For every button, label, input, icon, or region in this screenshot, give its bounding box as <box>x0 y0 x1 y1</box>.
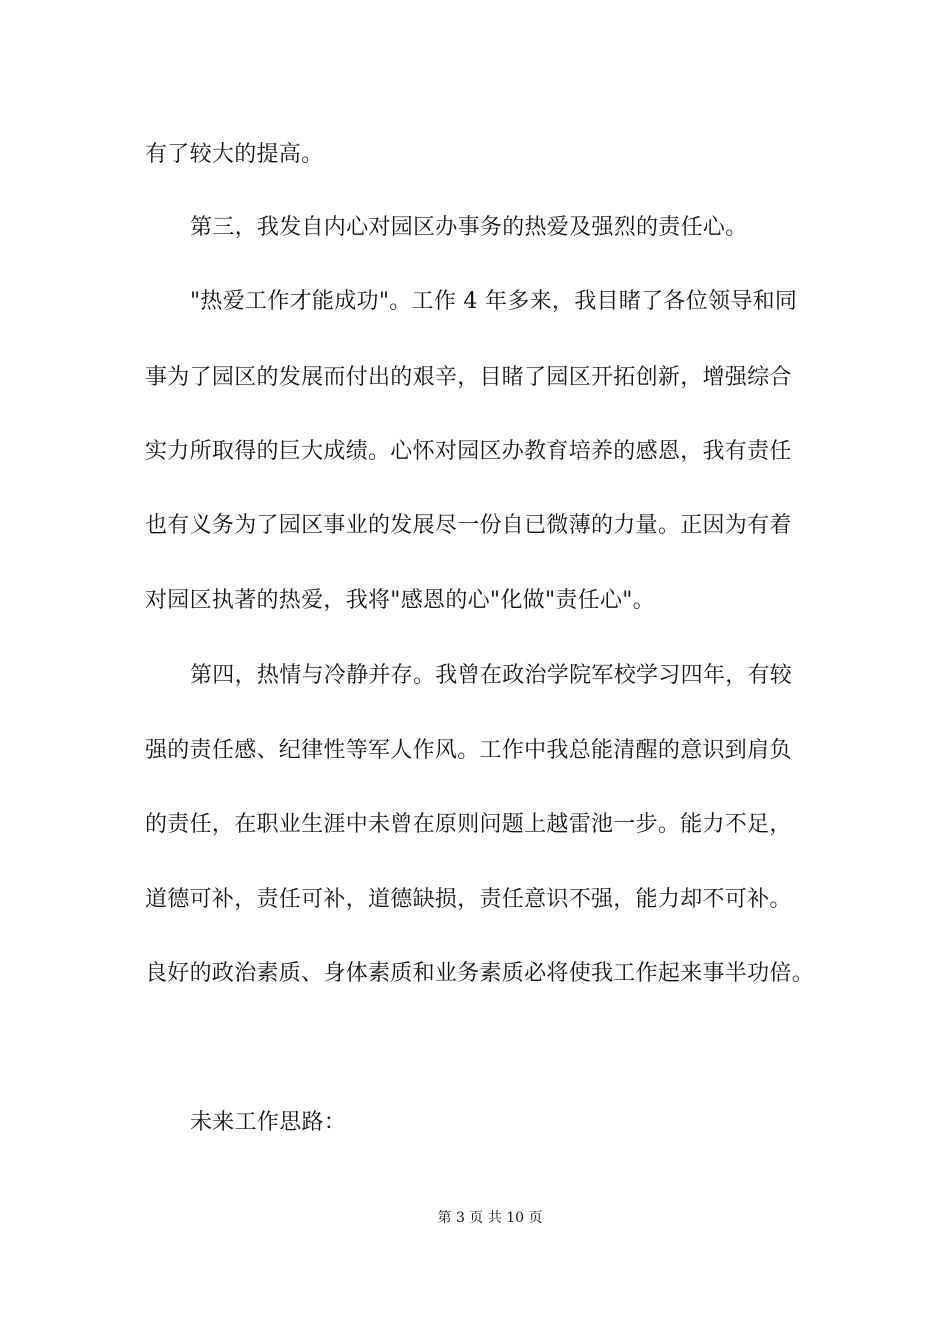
text-line-9: 强的责任感、纪律性等军人作风。工作中我总能清醒的意识到肩负 <box>145 738 792 763</box>
text-line-5: 实力所取得的巨大成绩。心怀对园区办教育培养的感恩，我有责任 <box>145 439 792 464</box>
text-line-2: 第三，我发自内心对园区办事务的热爱及强烈的责任心。 <box>190 215 748 240</box>
text-line-3: "热爱工作才能成功"。工作 4 年多来，我目睹了各位领导和同 <box>190 289 798 314</box>
text-line-12: 良好的政治素质、身体素质和业务素质必将使我工作起来事半功倍。 <box>145 961 815 986</box>
text-line-6: 也有义务为了园区事业的发展尽一份自已微薄的力量。正因为有着 <box>145 513 792 538</box>
text-line-13: 未来工作思路： <box>190 1110 347 1135</box>
text-line-7: 对园区执著的热爱，我将"感恩的心"化做"责任心"。 <box>145 588 655 613</box>
text-line-4: 事为了园区的发展而付出的艰辛，目睹了园区开拓创新，增强综合 <box>145 365 792 390</box>
page-number-footer: 第 3 页 共 10 页 <box>437 1210 543 1226</box>
text-line-1: 有了较大的提高。 <box>145 142 324 167</box>
text-line-10: 的责任，在职业生涯中未曾在原则问题上越雷池一步。能力不足， <box>145 812 792 837</box>
text-line-8: 第四，热情与冷静并存。我曾在政治学院军校学习四年，有较 <box>190 663 793 688</box>
text-line-11: 道德可补，责任可补，道德缺损，责任意识不强，能力却不可补。 <box>145 887 792 912</box>
